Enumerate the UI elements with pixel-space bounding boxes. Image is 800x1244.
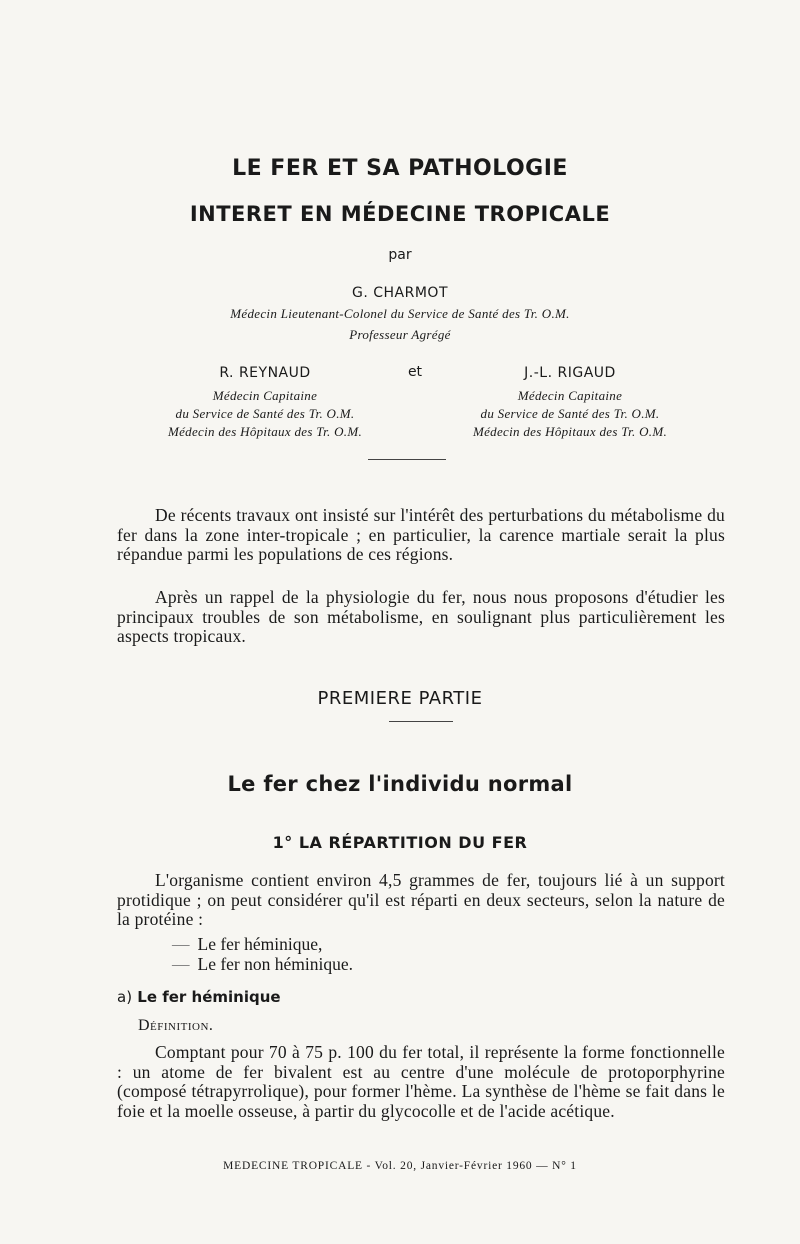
co-author-right-service: du Service de Santé des Tr. O.M. [480,406,660,421]
part-divider [389,721,453,722]
list-item [172,955,353,975]
co-author-right-name: J.-L. RIGAUD [524,365,616,381]
definition-label: Définition. [138,1017,214,1034]
list-item-text: Le fer héminique, [197,934,323,954]
article-title-line1: LE FER ET SA PATHOLOGIE [232,156,568,181]
journal-footer: MEDECINE TROPICALE - Vol. 20, Janvier-Février 1960 — N° 1 [223,1160,577,1172]
main-author-affiliation: Médecin Lieutenant-Colonel du Service de Santé des Tr. O.M. [230,306,570,321]
subsection-marker: a) [117,988,133,1006]
subsection-title: Le fer héminique [137,988,281,1006]
co-author-left-rank: Médecin Capitaine [212,388,318,403]
subsection-heading [117,988,281,1006]
co-author-right [430,364,710,441]
section-heading: 1° LA RÉPARTITION DU FER [272,833,528,852]
by-label: par [388,247,412,263]
header-divider [368,459,446,460]
list-dash: — [172,954,190,974]
list-item [172,935,322,955]
article-title-line2: INTERET EN MÉDECINE TROPICALE [189,202,611,226]
list-dash: — [172,934,190,954]
co-author-left-service: du Service de Santé des Tr. O.M. [175,406,355,421]
and-label: et [407,364,423,380]
co-author-left-name: R. REYNAUD [219,365,311,381]
intro-paragraph-2: Après un rappel de la physiologie du fer, nous nous proposons d'étudier les principaux troubles de son métabolisme, en soulignant plus particulièrement les aspects tropicaux. [117,587,725,646]
part-heading: PREMIERE PARTIE [317,688,483,709]
main-author-title: Professeur Agrégé [349,327,451,342]
list-item-text: Le fer non héminique. [197,954,354,974]
section-paragraph-2: Comptant pour 70 à 75 p. 100 du fer total, il représente la forme fonctionnelle : un atome de fer bivalent est au centre d'une molécule de protoporphyrine (composé tétrapyrrolique), pour former l'hème. La synthèse de l'hème se fait dans le foie et la moelle osseuse, à partir du glycocolle et de l'acide acétique. [117,1042,725,1121]
co-author-right-hospital: Médecin des Hôpitaux des Tr. O.M. [472,424,668,439]
section-paragraph-1: L'organisme contient environ 4,5 grammes de fer, toujours lié à un support protidique ; on peut considérer qu'il est réparti en deux secteurs, selon la nature de la protéine : [117,870,725,929]
main-author-name: G. CHARMOT [351,285,448,301]
intro-paragraph-1: De récents travaux ont insisté sur l'intérêt des perturbations du métabolisme du fer dans la zone inter-tropicale ; en particulier, la carence martiale serait la plus répandue parmi les populations de ces régions. [117,505,725,564]
co-author-left-hospital: Médecin des Hôpitaux des Tr. O.M. [167,424,363,439]
chapter-heading: Le fer chez l'individu normal [227,772,573,796]
co-author-right-rank: Médecin Capitaine [517,388,623,403]
co-author-left [130,364,400,441]
